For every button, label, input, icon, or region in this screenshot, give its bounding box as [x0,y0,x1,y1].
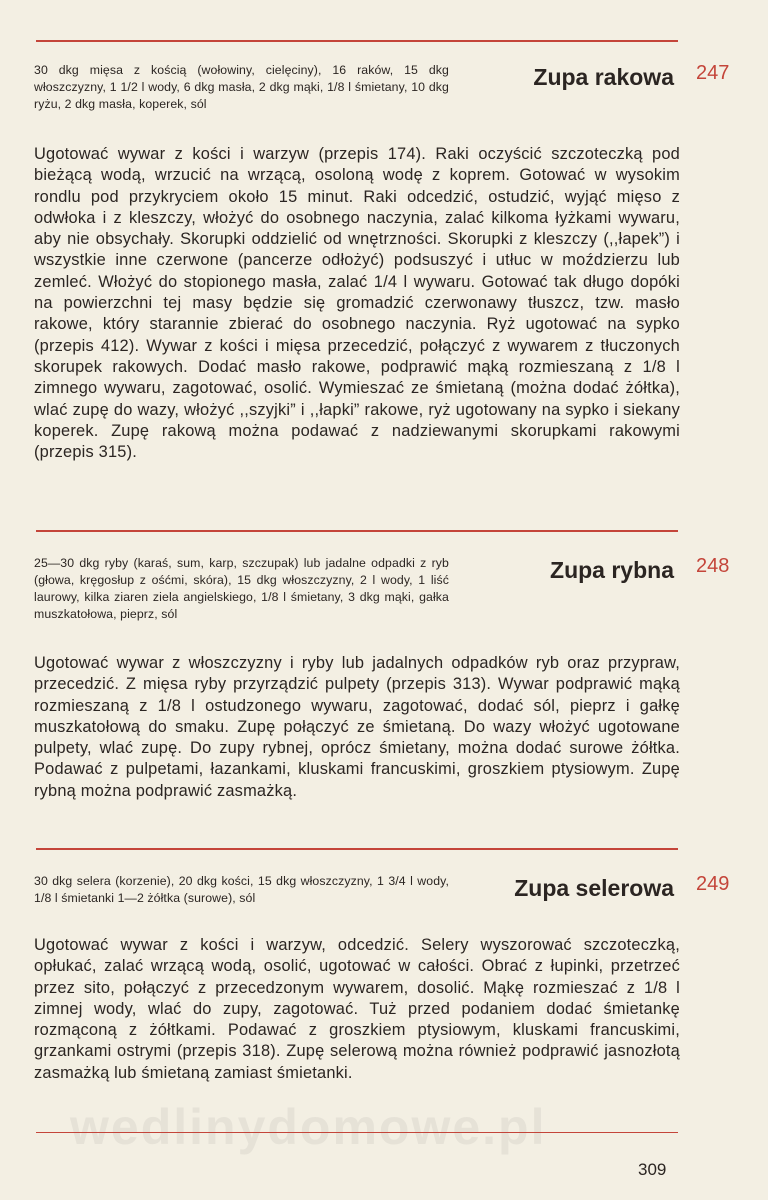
watermark: wedlinydomowe.pl [70,1099,547,1155]
recipe-instructions: Ugotować wywar z kości i warzyw, odcedzić. Selery wyszorować szczoteczką, opłukać, zalać wrzącą wodą, osolić, ugotować w całości. Obrać z łupinki, przetrzeć przez sito, połączyć z przecedzonym wywarem, dosolić. Mąkę rozmieszać z 1/8 l zimnej wody, wlać do zupy, zagotować. Tuż przed podaniem dodać śmietankę rozmąconą z żółtkami. Podawać z groszkiem ptysiowym, kluskami francuskimi, grzankami ostrymi (przepis 318). Zupę selerową można również podprawić jasnozłotą zasmażką lub śmietaną zamiast śmietanki. [34,936,680,1082]
page-number: 309 [638,1160,667,1179]
recipe-249 [34,873,680,1084]
recipe-number: 249 [696,873,730,895]
ingredients-list: 25—30 dkg ryby (karaś, sum, karp, szczupak) lub jadalne odpadki z ryb (głowa, kręgosłup z ośćmi, skóra), 15 dkg włoszczyzny, 2 l wody, 1 liść laurowy, kilka ziaren ziela angielskiego, 1/8 l śmietany, 3 dkg mąki, gałka muszkatołowa, pieprz, sól [34,556,449,621]
ingredients-list: 30 dkg mięsa z kością (wołowiny, cielęciny), 16 raków, 15 dkg włoszczyzny, 1 1/2 l wody, 6 dkg masła, 2 dkg mąki, 1/8 l śmietany, 10 dkg ryżu, 2 dkg masła, koperek, sól [34,63,449,111]
recipe-247 [34,62,680,463]
recipe-248 [34,555,680,802]
ingredients-list: 30 dkg selera (korzenie), 20 dkg kości, 15 dkg włoszczyzny, 1 3/4 l wody, 1/8 l śmietanki 1—2 żółtka (surowe), sól [34,874,449,905]
divider-rule [36,848,678,850]
recipe-title: Zupa rybna [550,557,674,583]
recipe-header [34,62,680,144]
divider-rule [36,530,678,532]
top-rule [36,40,678,42]
recipe-title: Zupa rakowa [533,64,674,90]
recipe-header [34,555,680,653]
recipe-header [34,873,680,935]
recipe-title: Zupa selerowa [514,875,674,901]
recipe-instructions: Ugotować wywar z włoszczyzny i ryby lub jadalnych odpadków ryb oraz przypraw, przecedzić. Z mięsa ryby przyrządzić pulpety (przepis 313). Wywar podprawić mąką rozmieszaną z 1/8 l ostudzonego wywaru, zagotować, dodać sól, pieprz i gałkę muszkatołową do smaku. Zupę połączyć ze śmietaną. Do wazy włożyć ugotowane pulpety, wlać zupę. Do zupy rybnej, oprócz śmietany, można dodać surowe żółtka. Podawać z pulpetami, łazankami, kluskami francuskimi, groszkiem ptysiowym. Zupę rybną można podprawić zasmażką. [34,654,680,800]
recipe-number: 247 [696,62,730,84]
bottom-rule [36,1132,678,1133]
recipe-number: 248 [696,555,730,577]
recipe-instructions: Ugotować wywar z kości i warzyw (przepis 174). Raki oczyścić szczoteczką pod bieżącą wodą, wrzucić na wrzącą, osoloną wodę z koprem. Gotować w wysokim rondlu pod przykryciem około 15 minut. Raki odcedzić, ostudzić, wyjąć mięso z odwłoka i z kleszczy, włożyć do osobnego naczynia, zalać kilkoma łyżkami wywaru, aby nie obsychały. Skorupki oddzielić od wnętrzności. Skorupki z kleszczy (,,łapek”) i wszystkie inne czerwone (pancerze odłożyć) podsuszyć i utłuc w moździerzu lub zemleć. Włożyć do stopionego masła, zalać 1/4 l wywaru. Gotować tak długo dopóki na powierzchni tej masy będzie się gromadzić czerwonawy tłuszcz, tzw. masło rakowe, który starannie zbierać do osobnego naczynia. Ryż ugotować na sypko (przepis 412). Wywar z kości i mięsa przecedzić, połączyć z wywarem z tłuczonych skorupek rakowych. Dodać masło rakowe, podprawić mąką rozmieszaną z 1/8 l zimnego wywaru, zagotować, osolić. Wymieszać ze śmietaną (można dodać żółtka), wlać zupę do wazy, włożyć ,,szyjki” i ,,łapki” rakowe, ryż ugotowany na sypko i siekany koperek. Zupę rakową można podawać z nadziewanymi skorupkami rakowymi (przepis 315). [34,145,680,462]
